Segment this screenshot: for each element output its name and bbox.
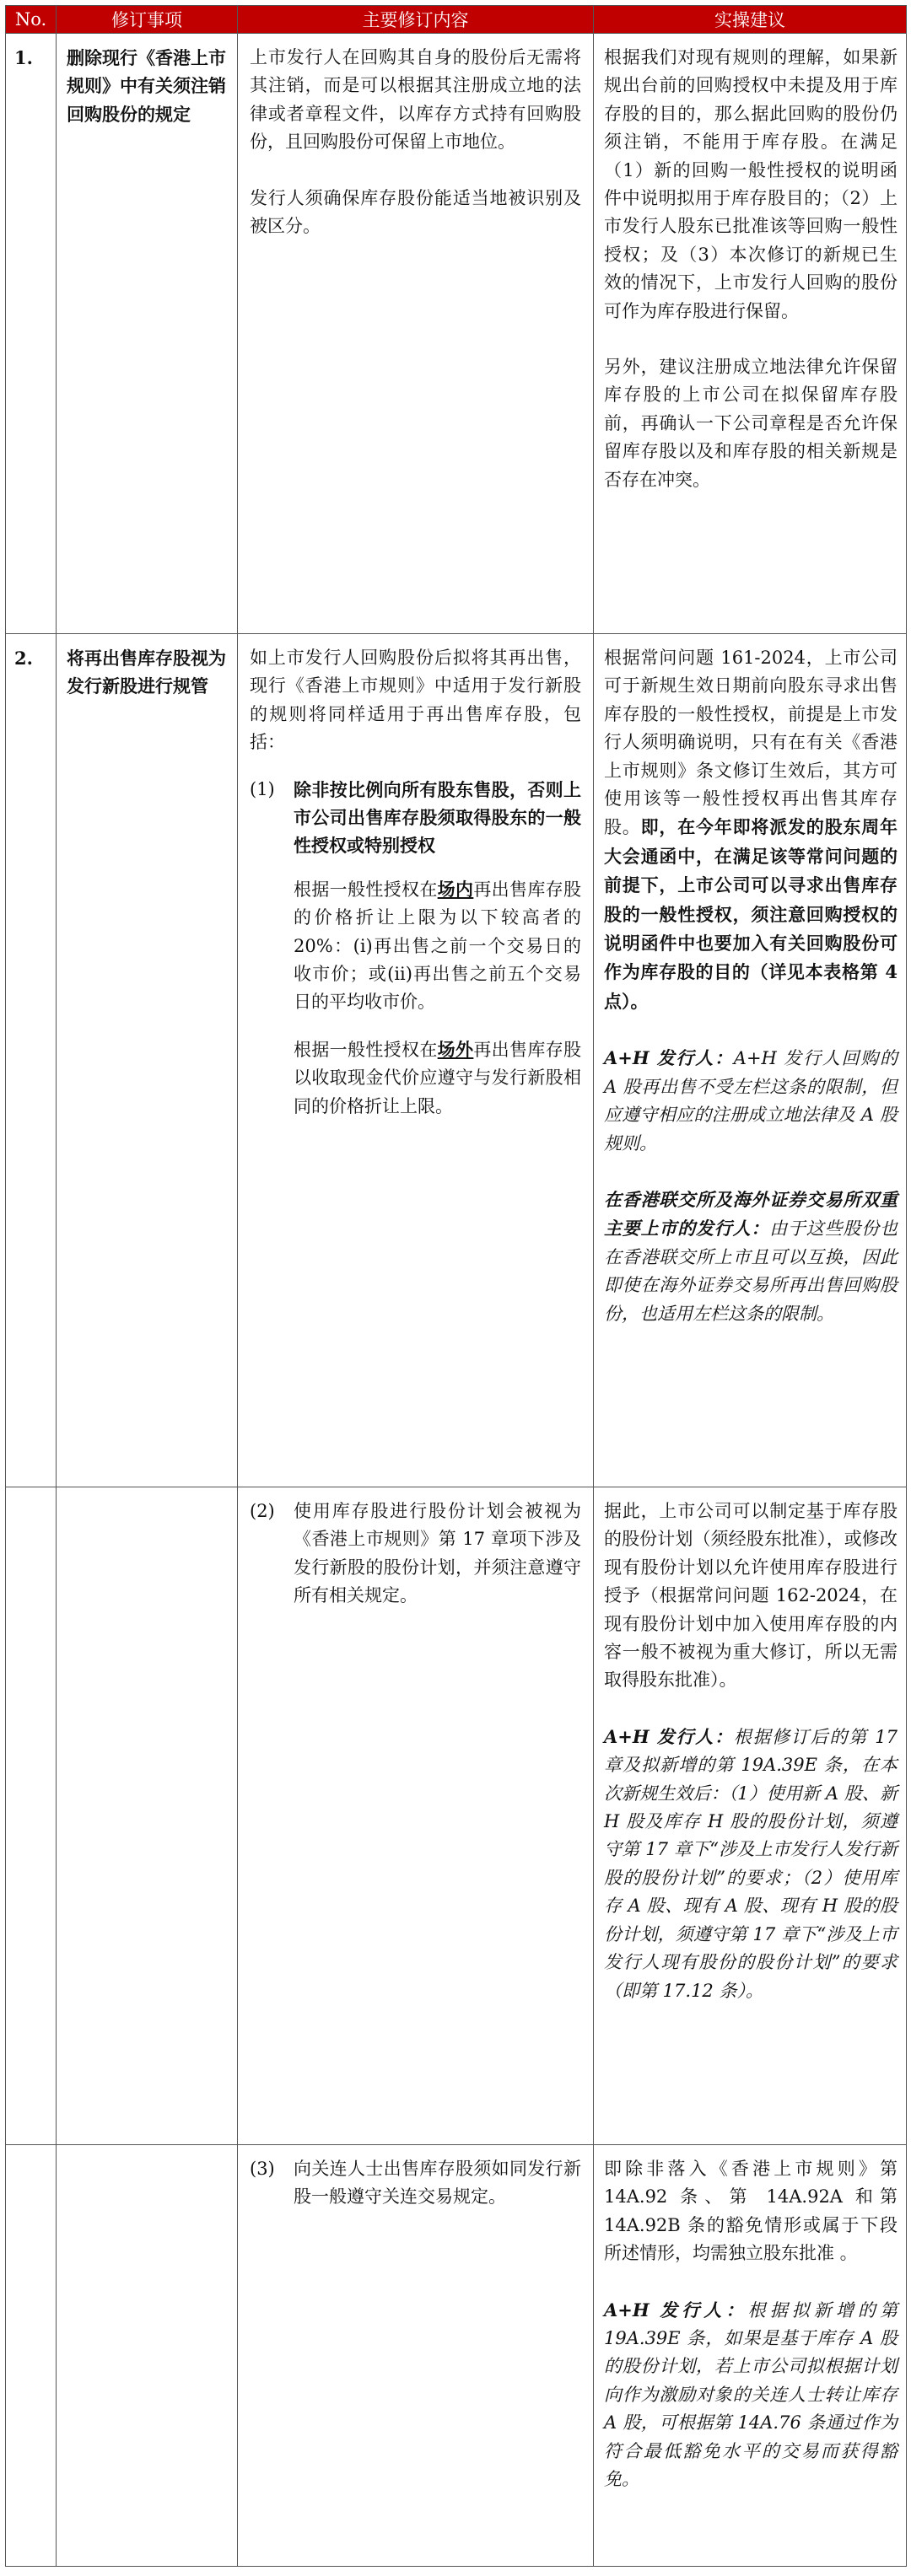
sub-item-number: (2) bbox=[250, 1501, 275, 1521]
sub-item-title: 除非按比例向所有股东售股，否则上市公司出售库存股须取得股东的一般性授权或特别授权 bbox=[294, 778, 581, 857]
table-row bbox=[6, 2145, 907, 2567]
advice-cell bbox=[594, 34, 907, 634]
content-paragraph: 发行人须确保库存股份能适当地被识别及被区分。 bbox=[250, 187, 581, 237]
content-intro: 如上市发行人回购股份后拟将其再出售，现行《香港上市规则》中适用于发行新股的规则将同样适用于再出售库存股，包括： bbox=[250, 648, 581, 753]
content-cell bbox=[238, 1487, 594, 2145]
sub-item-1 bbox=[250, 776, 581, 860]
advice-paragraph: A+H 发行人：根据拟新增的第 19A.39E 条，如果是基于库存 A 股的股份计划，若上市公司拟根据计划向作为激励对象的关连人士转让库存 A 股，可根据第 14A.76 条通过作为符合最低豁免水平的交易而获得豁免。 bbox=[604, 2299, 898, 2490]
topic-cell bbox=[57, 1487, 238, 2145]
advice-paragraph: 即除非落入《香港上市规则》第 14A.92 条、第 14A.92A 和第 14A.92B 条的豁免情形或属于下段所述情形，均需独立股东批准 。 bbox=[604, 2159, 898, 2264]
table-row bbox=[6, 1487, 907, 2145]
sub-item-number: (1) bbox=[250, 778, 275, 799]
sub-item-3 bbox=[250, 2155, 581, 2212]
header-topic: 修订事项 bbox=[57, 6, 238, 34]
advice-cell bbox=[594, 634, 907, 1487]
advice-paragraph: 据此，上市公司可以制定基于库存股的股份计划（须经股东批准），或修改现有股份计划以允许使用库存股进行授予（根据常问问题 162-2024，在现有股份计划中加入使用库存股的内容一般不被视为重大修订，所以无需取得股东批准）。 bbox=[604, 1501, 898, 1691]
content-paragraph: 根据一般性授权在场内再出售库存股的价格折让上限为以下较高者的20%：(i)再出售之前一个交易日的收市价；或(ii)再出售之前五个交易日的平均收市价。 bbox=[294, 878, 582, 1013]
advice-paragraph: 根据我们对现有规则的理解，如果新规出台前的回购授权中未提及用于库存股的目的，那么据此回购的股份仍须注销，不能用于库存股。在满足（1）新的回购一般性授权的说明函件中说明拟用于库存股目的；（2）上市发行人股东已批准该等回购一般性授权；及（3）本次修订的新规已生效的情况下，上市发行人回购的股份可作为库存股进行保留。 bbox=[604, 47, 898, 321]
topic-text: 将再出售库存股视为发行新股进行规管 bbox=[67, 648, 226, 697]
row-number-cell bbox=[6, 2145, 57, 2567]
sub-item-body: 使用库存股进行股份计划会被视为《香港上市规则》第 17 章项下涉及发行新股的股份计划，并须注意遵守所有相关规定。 bbox=[294, 1501, 581, 1606]
sub-item-body: 向关连人士出售库存股须如同发行新股一般遵守关连交易规定。 bbox=[294, 2159, 581, 2208]
advice-cell bbox=[594, 2145, 907, 2567]
advice-paragraph: 根据常问问题 161-2024，上市公司可于新规生效日期前向股东寻求出售库存股的一般性授权，前提是上市发行人须明确说明，只有在有关《香港上市规则》条文修订生效后，其方可使用该等一般性授权再出售其库存股。即，在今年即将派发的股东周年大会通函中，在满足该等常问问题的前提下，上市公司可以寻求出售库存股的一般性授权，须注意回购授权的说明函件中也要加入有关回购股份可作为库存股的目的（详见本表格第 4 点）。 bbox=[604, 648, 898, 1012]
topic-text: 删除现行《香港上市规则》中有关须注销回购股份的规定 bbox=[67, 47, 226, 125]
content-paragraph: 根据一般性授权在场外再出售库存股以收取现金代价应遵守与发行新股相同的价格折让上限。 bbox=[294, 1038, 582, 1116]
row-number: 1. bbox=[14, 47, 33, 68]
topic-cell bbox=[57, 34, 238, 634]
row-number-cell bbox=[6, 34, 57, 634]
row-number: 2. bbox=[14, 648, 33, 669]
advice-paragraph: 另外，建议注册成立地法律允许保留库存股的上市公司在拟保留库存股前，再确认一下公司章程是否允许保留库存股以及和库存股的相关新规是否存在冲突。 bbox=[604, 357, 898, 490]
table-row bbox=[6, 34, 907, 634]
sub-item-number: (3) bbox=[250, 2159, 275, 2179]
row-number-cell bbox=[6, 634, 57, 1487]
header-content: 主要修订内容 bbox=[238, 6, 594, 34]
advice-paragraph: A+H 发行人：A+H 发行人回购的 A 股再出售不受左栏这条的限制，但应遵守相应的注册成立地法律及 A 股规则。 bbox=[604, 1047, 898, 1154]
advice-cell bbox=[594, 1487, 907, 2145]
advice-paragraph: 在香港联交所及海外证券交易所双重主要上市的发行人：由于这些股份也在香港联交所上市且可以互换，因此即使在海外证券交易所再出售回购股份，也适用左栏这条的限制。 bbox=[604, 1188, 898, 1324]
revision-table bbox=[5, 5, 907, 2567]
table-row bbox=[6, 634, 907, 1487]
table-header-row bbox=[6, 6, 907, 34]
row-number-cell bbox=[6, 1487, 57, 2145]
header-advice: 实操建议 bbox=[594, 6, 907, 34]
header-no: No. bbox=[6, 6, 57, 34]
content-paragraph: 上市发行人在回购其自身的股份后无需将其注销，而是可以根据其注册成立地的法律或者章程文件，以库存方式持有回购股份，且回购股份可保留上市地位。 bbox=[250, 47, 581, 153]
content-cell bbox=[238, 2145, 594, 2567]
topic-cell bbox=[57, 634, 238, 1487]
advice-paragraph: A+H 发行人：根据修订后的第 17 章及拟新增的第 19A.39E 条，在本次新规生效后：（1）使用新 A 股、新 H 股及库存 H 股的股份计划，须遵守第 17 章下“涉及上市发行人发行新股的股份计划”的要求；（2）使用库存 A 股、现有 A 股、现有 H 股的股份计划，须遵守第 17 章下“涉及上市发行人现有股份的股份计划”的要求（即第 17.12 条）。 bbox=[604, 1725, 898, 2001]
sub-item-2 bbox=[250, 1498, 581, 1611]
topic-cell bbox=[57, 2145, 238, 2567]
content-cell bbox=[238, 34, 594, 634]
content-cell bbox=[238, 634, 594, 1487]
